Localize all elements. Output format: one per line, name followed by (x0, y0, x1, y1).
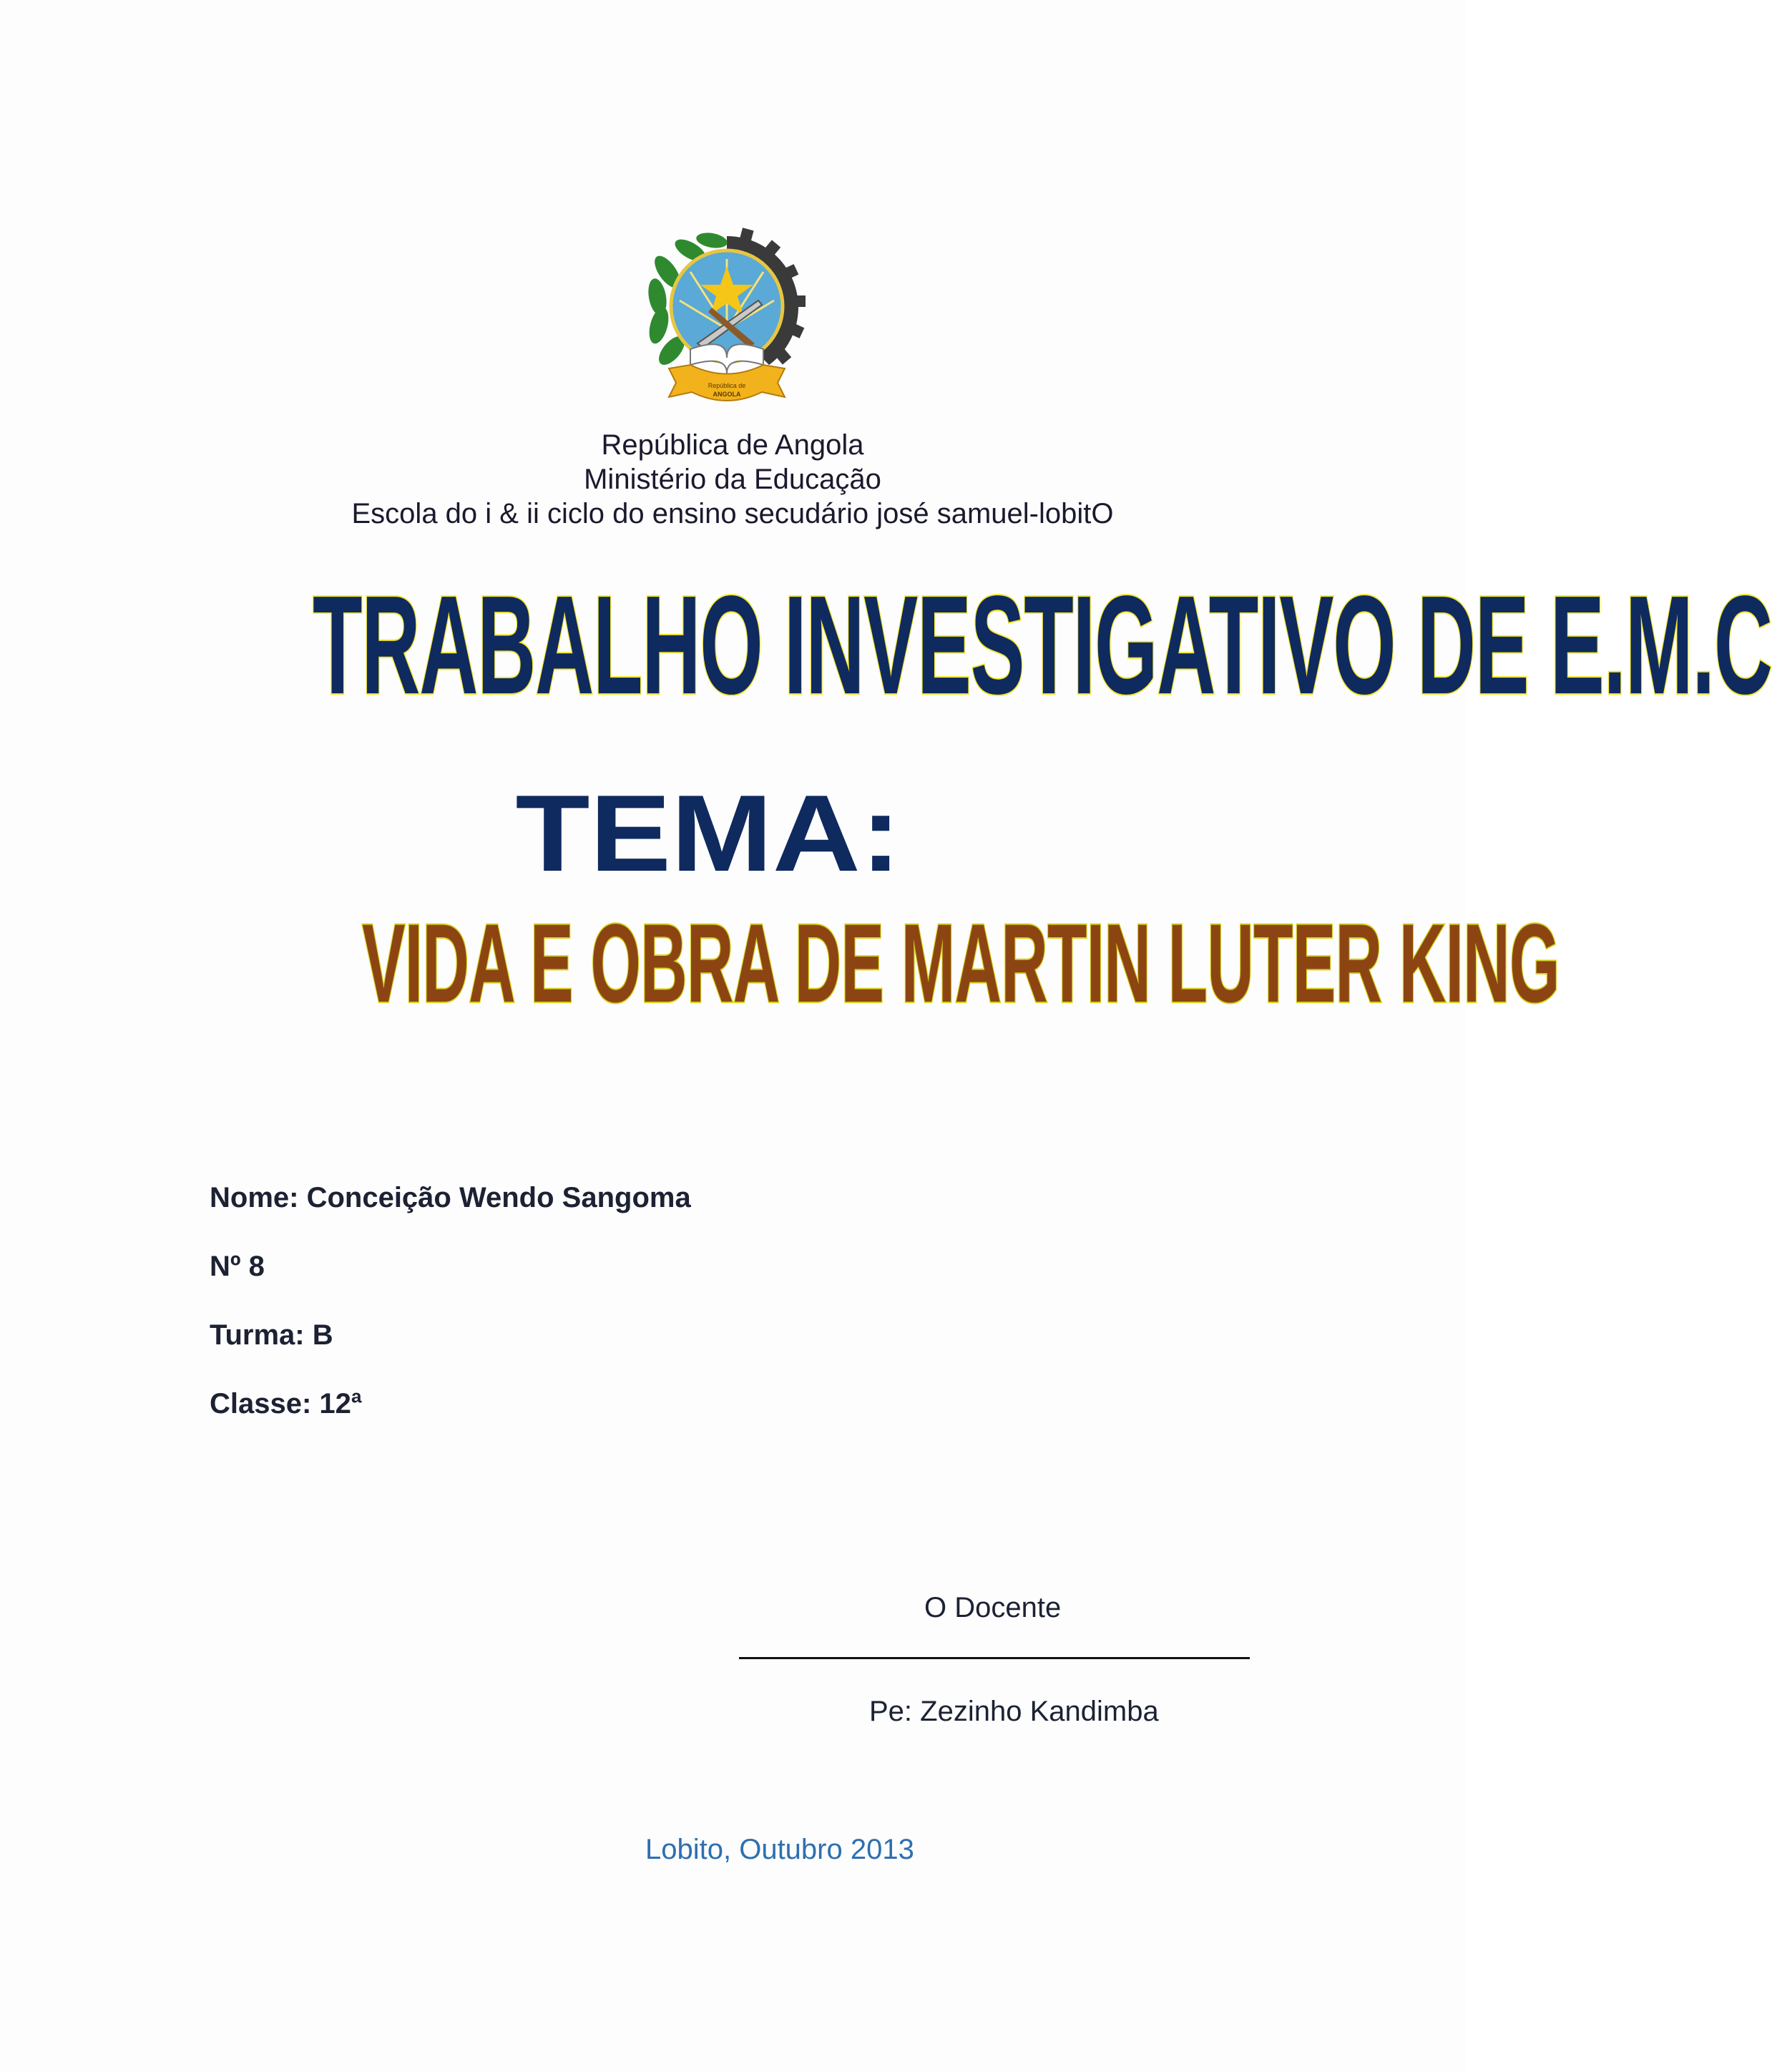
tema-label: TEMA: (515, 773, 901, 894)
svg-text:ANGOLA: ANGOLA (713, 391, 741, 398)
svg-text:República de: República de (708, 382, 746, 389)
student-number: Nº 8 (210, 1251, 265, 1282)
teacher-label: O Docente (924, 1592, 1062, 1623)
document-title: TRABALHO INVESTIGATIVO DE E.M.C (313, 567, 1772, 723)
tema-value: VIDA E OBRA DE MARTIN LUTER KING (362, 901, 1560, 1026)
place-and-date: Lobito, Outubro 2013 (645, 1834, 914, 1865)
header-school: Escola do i & ii ciclo do ensino secudário josé samuel-lobitO (351, 498, 1114, 529)
student-class-group: Turma: B (210, 1319, 333, 1351)
student-grade: Classe: 12ª (210, 1388, 362, 1419)
teacher-name: Pe: Zezinho Kandimba (869, 1696, 1159, 1727)
student-name: Nome: Conceição Wendo Sangoma (210, 1182, 691, 1213)
signature-line (739, 1657, 1250, 1659)
angola-coat-of-arms-emblem (640, 222, 813, 404)
header-country: República de Angola (601, 429, 864, 461)
header-ministry: Ministério da Educação (584, 464, 881, 495)
